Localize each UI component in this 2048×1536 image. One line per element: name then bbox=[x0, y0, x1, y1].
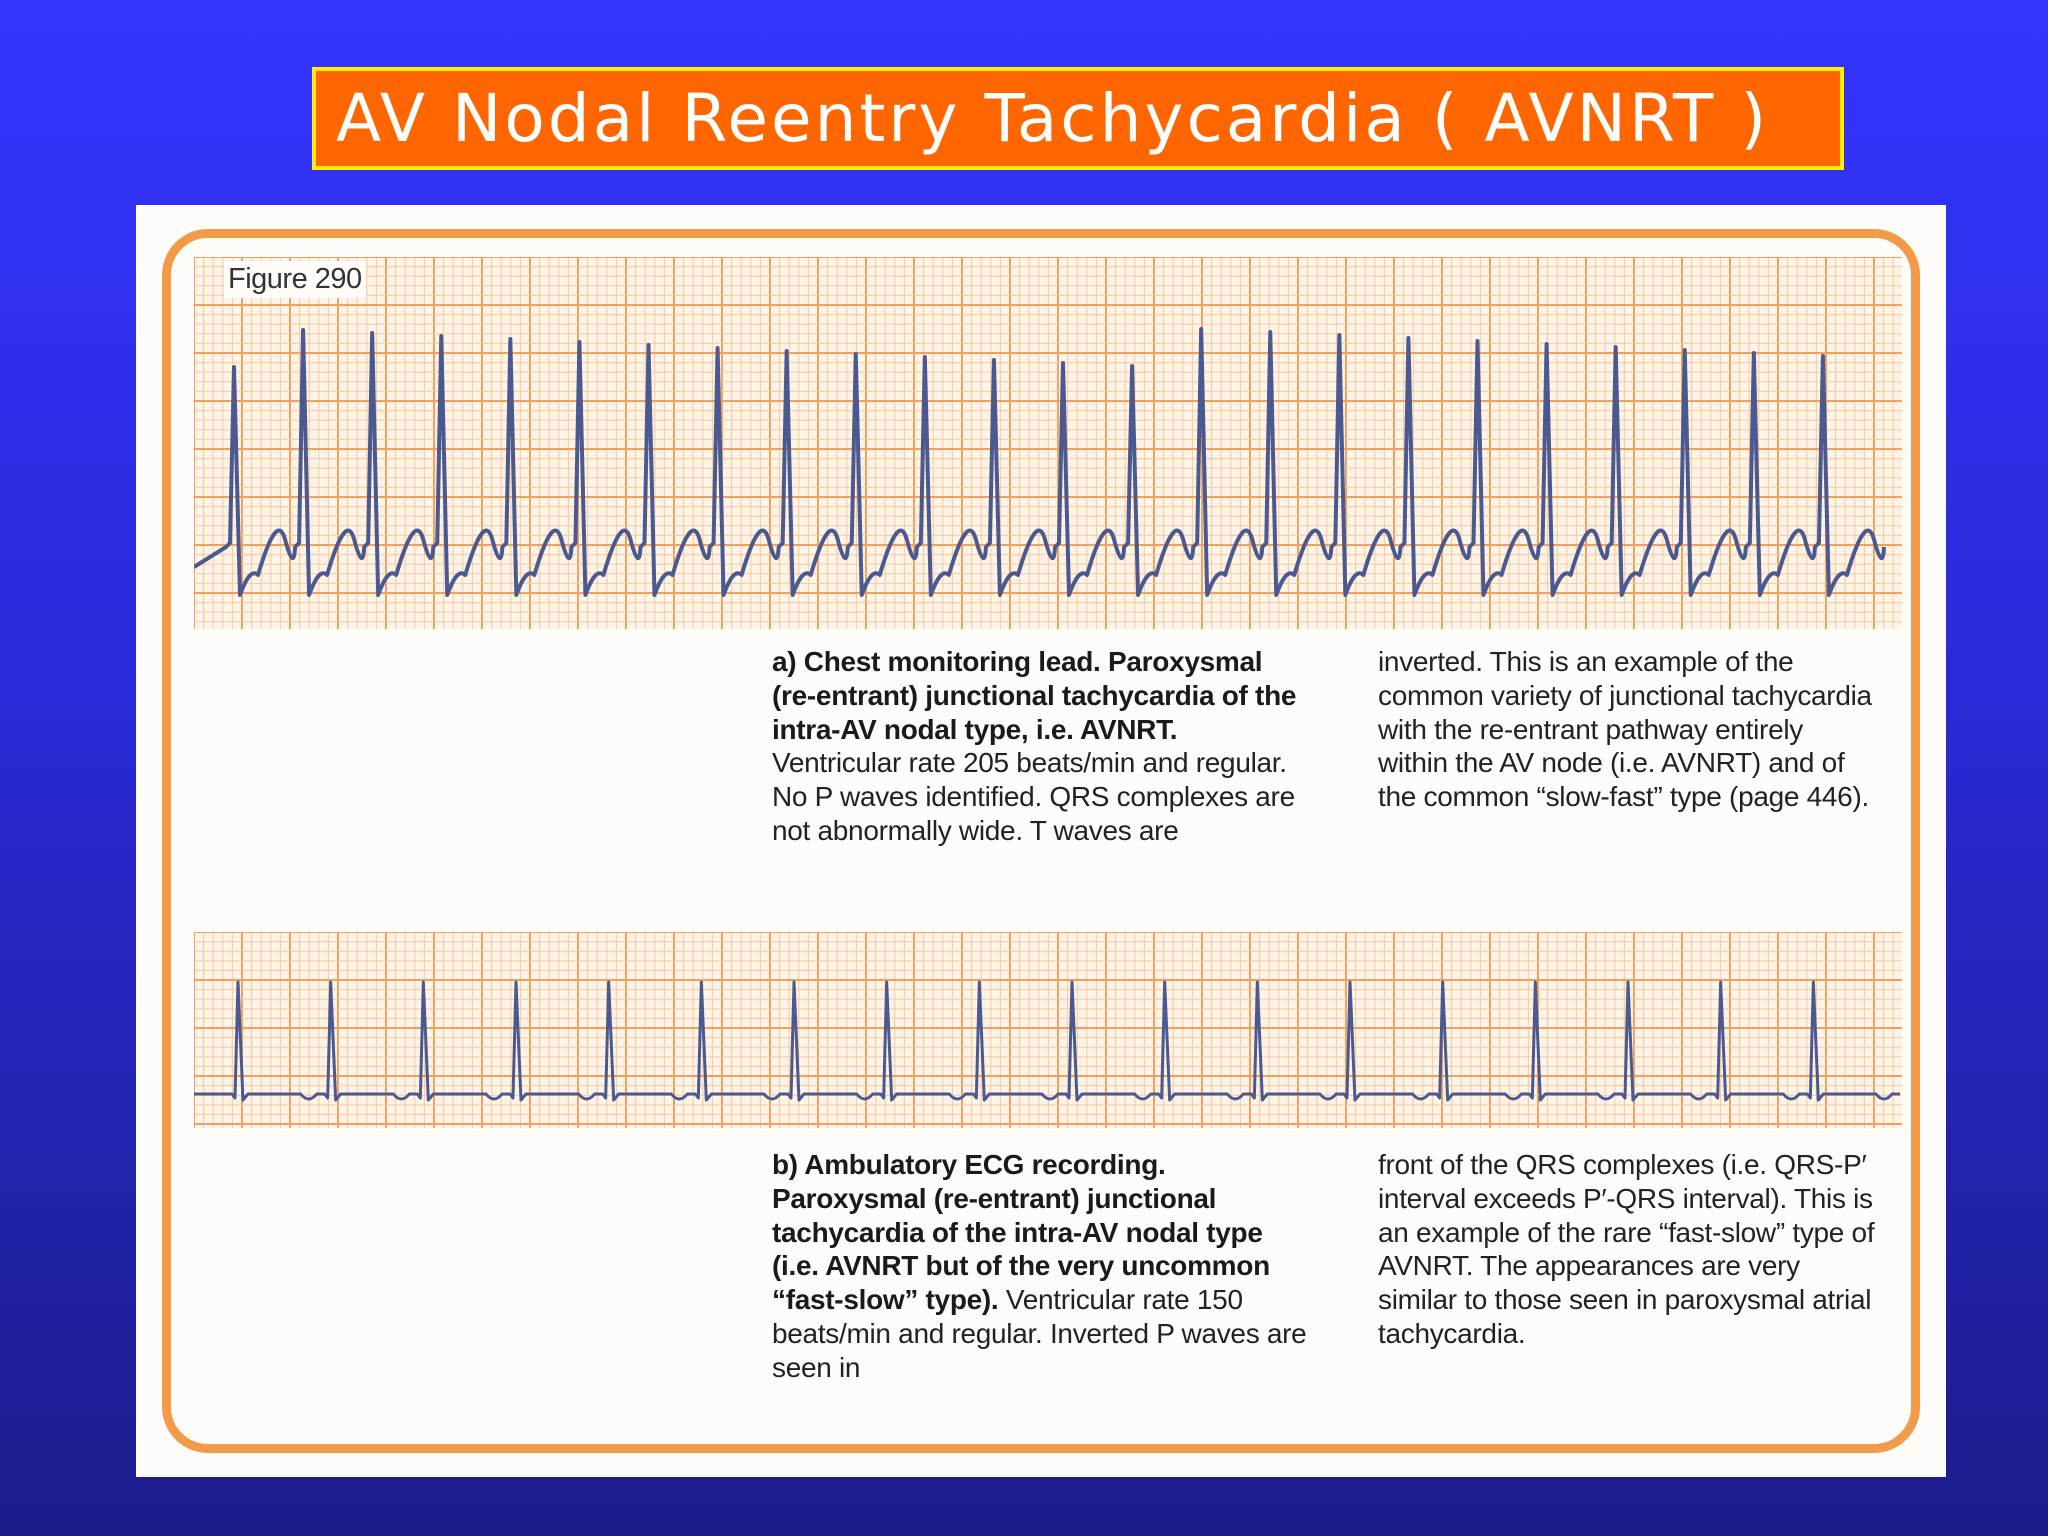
figure-panel bbox=[136, 205, 1946, 1477]
caption-a-col1 bbox=[772, 645, 1312, 848]
figure-label: Figure 290 bbox=[224, 261, 366, 298]
caption-b-col1 bbox=[772, 1148, 1312, 1385]
caption-b-text: Ventricular rate 150 beats/min and regular. Inverted P waves are seen in bbox=[772, 1284, 1307, 1383]
slide-title: AV Nodal Reentry Tachycardia ( AVNRT ) bbox=[312, 67, 1844, 170]
caption-b-heading: b) Ambulatory ECG recording. Paroxysmal (re-entrant) junctional tachycardia of the intra-AV nodal type (i.e. AVNRT but of the very uncommon “fast-slow” type). bbox=[772, 1149, 1270, 1316]
caption-a-text: Ventricular rate 205 beats/min and regular. No P waves identified. QRS complexes are not abnormally wide. T waves are bbox=[772, 747, 1295, 846]
caption-a-continued: inverted. This is an example of the common variety of junctional tachycardia with the re-entrant pathway entirely within the AV node (i.e. AVNRT) and of the common “slow-fast” type (page 446). bbox=[1378, 646, 1872, 813]
ecg-strip-b bbox=[194, 932, 1902, 1128]
caption-a-col2 bbox=[1378, 645, 1878, 814]
caption-b-continued: front of the QRS complexes (i.e. QRS-P′ interval exceeds P′-QRS interval). This is an example of the rare “fast-slow” type of AVNRT. The appearances are very similar to those seen in paroxysmal atrial tachycardia. bbox=[1378, 1149, 1875, 1349]
caption-a-heading: a) Chest monitoring lead. Paroxysmal (re-entrant) junctional tachycardia of the intra-AV nodal type, i.e. AVNRT. bbox=[772, 646, 1297, 745]
caption-b-col2 bbox=[1378, 1148, 1878, 1351]
ecg-strip-a bbox=[194, 257, 1902, 629]
